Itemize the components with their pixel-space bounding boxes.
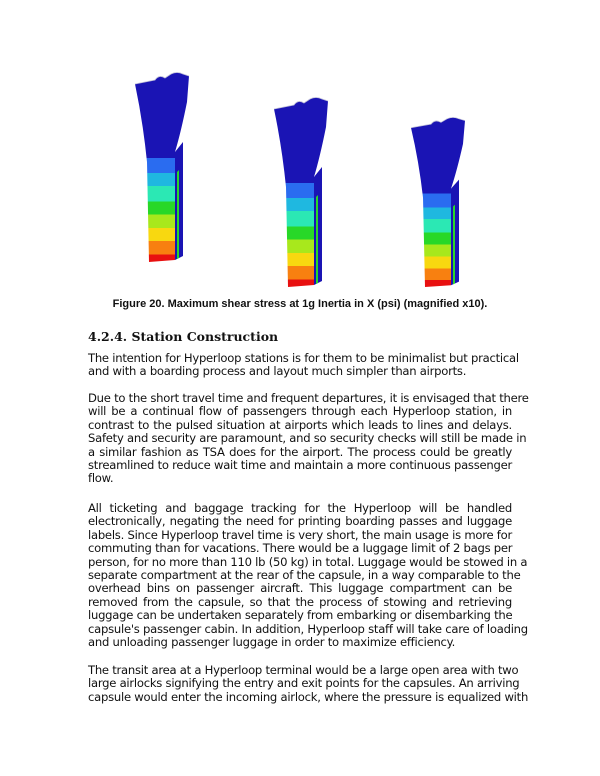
text-line: and with a boarding process and layout much simpler than airports. [88,364,467,379]
section-heading: 4.2.4. Station Construction [88,329,279,344]
text-line: flow. [88,471,114,486]
text-line: luggage can be undertaken separately from embarking or disembarking the [88,608,513,623]
pillar-right [409,117,469,287]
text-line: removed from the capsule, so that the process of stowing and retrieving [88,594,512,609]
text-line: contrast to the pulsed situation at airports which leads to lines and delays. [88,417,512,432]
text-line: Safety and security are paramount, and so security checks will still be made in [88,431,527,446]
text-line: separate compartment at the rear of the capsule, in a way comparable to the [88,568,521,583]
paragraph-intro [88,351,519,379]
text-line: overhead bins on passenger aircraft. This luggage compartment can be [88,581,512,596]
text-line: The transit area at a Hyperloop terminal would be a large open area with two [88,663,519,677]
text-line: All ticketing and baggage tracking for the Hyperloop will be handled [88,501,512,515]
text-line: The intention for Hyperloop stations is for them to be minimalist but practical [88,351,519,365]
text-line: capsule would enter the incoming airlock, where the pressure is equalized with [88,689,529,704]
stress-figure [0,0,600,300]
pillar-left [133,72,193,262]
text-line: labels. Since Hyperloop travel time is very short, the main usage is more for [88,527,512,542]
text-line: will be a continual flow of passengers through each Hyperloop station, in [88,404,512,419]
text-line: Due to the short travel time and frequent departures, it is envisaged that there [88,391,529,405]
text-line: electronically, negating the need for printing boarding passes and luggage [88,514,512,529]
text-line: capsule's passenger cabin. In addition, Hyperloop staff will take care of loading [88,621,528,636]
text-line: large airlocks signifying the entry and exit points for the capsules. An arriving [88,676,520,691]
paragraph-passenger-flow [88,391,529,486]
figure-caption: Figure 20. Maximum shear stress at 1g Inertia in X (psi) (magnified x10). [112,298,488,310]
text-line: streamlined to reduce wait time and maintain a more continuous passenger [88,458,512,473]
text-line: a similar fashion as TSA does for the airport. The process could be greatly [88,444,512,459]
pillar-middle [272,97,332,287]
text-line: commuting than for vacations. There would be a luggage limit of 2 bags per [88,541,513,556]
text-line: person, for no more than 110 lb (50 kg) in total. Luggage would be stowed in a [88,554,528,569]
paragraph-transit-area [88,663,529,704]
paragraph-ticketing-luggage [88,501,528,650]
text-line: and unloading passenger luggage in order to maximize efficiency. [88,635,456,650]
